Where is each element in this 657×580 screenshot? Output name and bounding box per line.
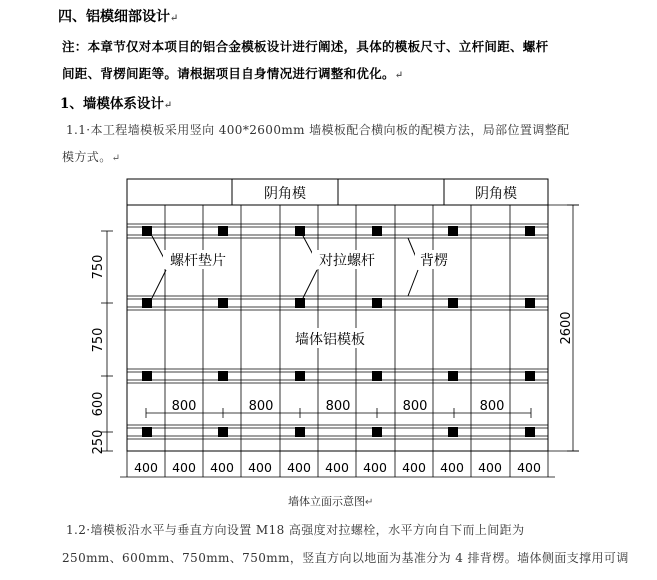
h-spacing-5: 800 — [479, 399, 505, 414]
panel-width-5: 400 — [287, 460, 311, 475]
panel-width-7: 400 — [363, 460, 387, 475]
v-spacing-2: 750 — [91, 327, 106, 353]
callout-bolt-washer: 螺杆垫片 — [170, 253, 226, 269]
waling-row-2 — [127, 296, 548, 310]
waling-row-3 — [127, 369, 548, 383]
panel-width-6: 400 — [325, 460, 349, 475]
waling-row-4 — [127, 425, 548, 439]
h-spacing-2: 800 — [248, 399, 274, 414]
paragraph-1-line-1: 1.1·本工程墙模板采用竖向 400*2600mm 墙模板配合横向板的配模方法，局部位置调整配 — [66, 123, 570, 137]
note-line-2: 间距、背楞间距等。请根据项目自身情况进行调整和优化。↵ — [62, 66, 404, 81]
h-spacing-3: 800 — [325, 399, 351, 414]
panel-width-1: 400 — [134, 460, 158, 475]
h-spacing-4: 800 — [402, 399, 428, 414]
panel-width-9: 400 — [440, 460, 464, 475]
section-title: 四、铝模细部设计↵ — [58, 9, 179, 25]
panel-width-10: 400 — [478, 460, 502, 475]
panel-width-3: 400 — [210, 460, 234, 475]
paragraph-2-line-2: 250mm、600mm、750mm、750mm，竖直方向以地面为基准分为 4 排背楞。墙体侧面支撑用可调 — [62, 551, 629, 565]
waling-row-1 — [127, 224, 548, 238]
note-line-1: 注：本章节仅对本项目的铝合金模板设计进行阐述，具体的模板尺寸、立杆间距、螺杆 — [62, 39, 549, 54]
h-spacing-1: 800 — [171, 399, 197, 414]
panel-width-2: 400 — [172, 460, 196, 475]
v-spacing-3: 600 — [91, 391, 106, 417]
paragraph-1-line-2: 模方式。↵ — [62, 150, 121, 164]
callout-waling: 背楞 — [420, 253, 448, 269]
corner-form-label-1: 阴角模 — [264, 186, 306, 202]
total-height-label: 2600 — [559, 311, 574, 345]
figure-caption: 墙体立面示意图↵ — [288, 495, 374, 508]
callout-tie-rod: 对拉螺杆 — [319, 253, 375, 269]
panel-width-11: 400 — [517, 460, 541, 475]
v-spacing-1: 750 — [91, 254, 106, 280]
corner-form-label-2: 阴角模 — [475, 186, 517, 202]
subsection-title: 1、墙模体系设计↵ — [60, 96, 173, 112]
panel-width-8: 400 — [402, 460, 426, 475]
v-spacing-4: 250 — [91, 429, 106, 455]
panel-label: 墙体铝模板 — [295, 332, 365, 348]
paragraph-2-line-1: 1.2·墙模板沿水平与垂直方向设置 M18 高强度对拉螺栓，水平方向自下而上间距为 — [66, 523, 525, 537]
panel-width-4: 400 — [248, 460, 272, 475]
